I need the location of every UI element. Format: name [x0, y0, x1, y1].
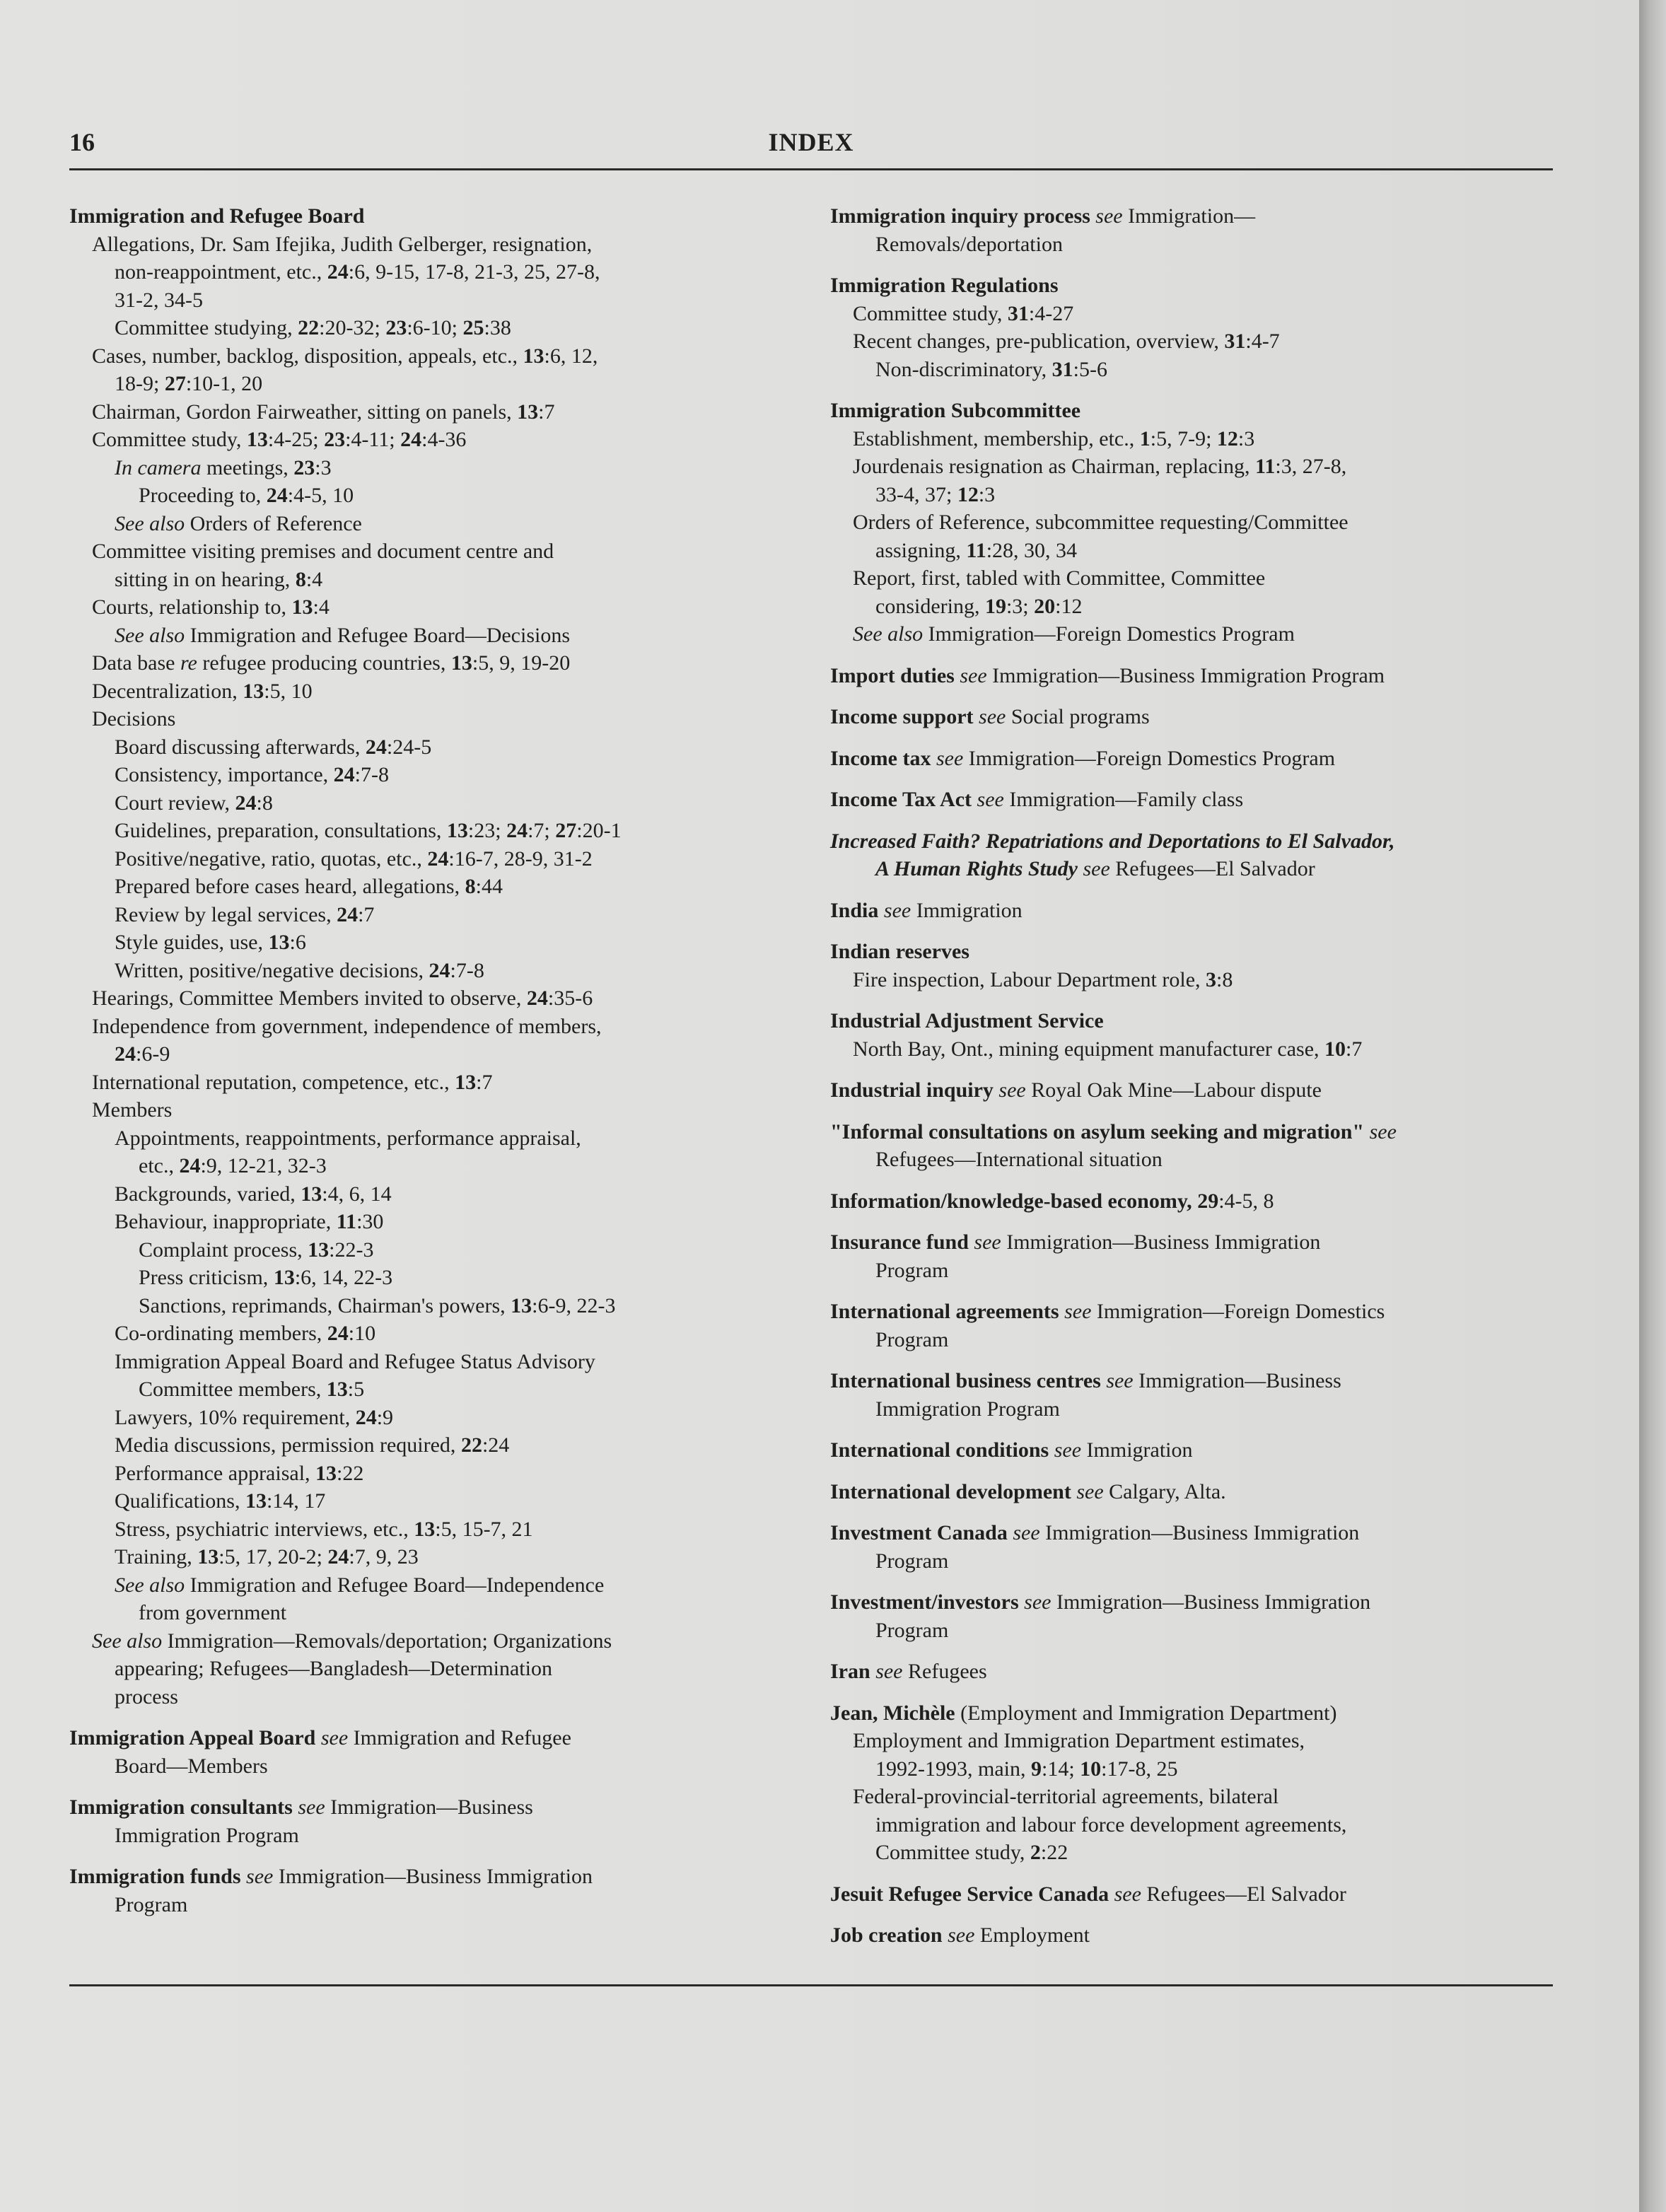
- index-subentry: non-reappointment, etc., 24:6, 9-15, 17-8, 21-3, 25, 27-8,: [115, 260, 600, 284]
- left-column: [69, 202, 776, 1919]
- index-subentry: Guidelines, preparation, consultations, 13:23; 24:7; 27:20-1: [115, 819, 622, 842]
- index-subentry: Behaviour, inappropriate, 11:30: [115, 1210, 384, 1233]
- index-subentry: Review by legal services, 24:7: [115, 902, 375, 926]
- index-heading-entry: Immigration inquiry process see Immigration—: [830, 204, 1256, 228]
- index-subentry: Stress, psychiatric interviews, etc., 13:5, 15-7, 21: [115, 1517, 533, 1541]
- page-header: [69, 127, 1553, 163]
- index-subentry: See also Immigration and Refugee Board—Decisions: [115, 623, 571, 647]
- index-subentry: Program: [875, 1258, 949, 1282]
- index-heading-entry: Investment/investors see Immigration—Business Immigration: [830, 1590, 1371, 1614]
- index-heading-entry: Investment Canada see Immigration—Business Immigration: [830, 1521, 1360, 1544]
- running-title: INDEX: [768, 128, 854, 156]
- index-subentry: Committee study, 31:4-27: [853, 301, 1074, 325]
- index-subentry: See also Immigration and Refugee Board—Independence: [115, 1573, 605, 1597]
- index-subentry: Co-ordinating members, 24:10: [115, 1322, 376, 1345]
- index-heading-entry: International conditions see Immigration: [830, 1438, 1193, 1462]
- index-heading-entry: Insurance fund see Immigration—Business Immigration: [830, 1230, 1321, 1254]
- index-subentry: International reputation, competence, etc., 13:7: [92, 1070, 493, 1094]
- index-subentry: Appointments, reappointments, performance appraisal,: [115, 1126, 581, 1150]
- index-heading-entry: Information/knowledge-based economy, 29:4-5, 8: [830, 1189, 1274, 1213]
- index-subentry: Written, positive/negative decisions, 24:7-8: [115, 958, 484, 982]
- index-heading-entry: "Informal consultations on asylum seeking and migration" see: [830, 1119, 1397, 1143]
- footer-rule: [69, 1984, 1553, 1986]
- index-subentry: assigning, 11:28, 30, 34: [875, 538, 1078, 562]
- index-heading-entry: Income Tax Act see Immigration—Family class: [830, 788, 1244, 811]
- index-subentry: Jourdenais resignation as Chairman, replacing, 11:3, 27-8,: [853, 455, 1347, 478]
- index-subentry: 18-9; 27:10-1, 20: [115, 372, 263, 395]
- index-subentry: Establishment, membership, etc., 1:5, 7-9; 12:3: [853, 426, 1255, 450]
- index-subentry: sitting in on hearing, 8:4: [115, 567, 323, 591]
- index-subentry: Positive/negative, ratio, quotas, etc., 24:16-7, 28-9, 31-2: [115, 846, 593, 871]
- index-heading-entry: Job creation see Employment: [830, 1923, 1090, 1947]
- index-subentry: Board discussing afterwards, 24:24-5: [115, 735, 432, 759]
- index-subentry: Immigration Program: [875, 1397, 1060, 1421]
- index-subentry: Complaint process, 13:22-3: [139, 1238, 374, 1262]
- index-subentry: Committee study, 13:4-25; 23:4-11; 24:4-36: [92, 428, 467, 451]
- header-rule: [69, 168, 1553, 170]
- index-subentry: Committee studying, 22:20-32; 23:6-10; 25:38: [115, 316, 511, 339]
- index-subentry: 31-2, 34-5: [115, 288, 203, 312]
- index-subentry: Program: [115, 1892, 188, 1916]
- index-subentry: Decisions: [92, 707, 176, 730]
- index-subentry: Committee study, 2:22: [875, 1841, 1068, 1864]
- index-subentry: Recent changes, pre-publication, overview, 31:4-7: [853, 330, 1280, 353]
- index-subentry: Proceeding to, 24:4-5, 10: [139, 484, 354, 507]
- index-subentry: Backgrounds, varied, 13:4, 6, 14: [115, 1182, 392, 1206]
- index-subentry: 24:6-9: [115, 1042, 170, 1066]
- index-subentry: Sanctions, reprimands, Chairman's powers, 13:6-9, 22-3: [139, 1293, 616, 1317]
- index-heading-entry: Industrial Adjustment Service: [830, 1009, 1104, 1032]
- index-heading-entry: Immigration Appeal Board see Immigration and Refugee: [69, 1726, 571, 1750]
- index-subentry: immigration and labour force development agreements,: [875, 1812, 1347, 1836]
- index-subentry: Decentralization, 13:5, 10: [92, 679, 313, 703]
- index-subentry: Immigration Program: [115, 1823, 299, 1847]
- index-subentry: Court review, 24:8: [115, 791, 273, 815]
- index-subentry: appearing; Refugees—Bangladesh—Determination: [115, 1657, 552, 1680]
- page-edge-shadow: [1639, 0, 1666, 2212]
- index-subentry: Allegations, Dr. Sam Ifejika, Judith Gelberger, resignation,: [92, 232, 593, 256]
- index-subentry: Performance appraisal, 13:22: [115, 1461, 364, 1485]
- index-subentry: Committee visiting premises and document centre and: [92, 540, 554, 563]
- index-subentry: Program: [875, 1327, 949, 1351]
- index-heading-entry: Import duties see Immigration—Business Immigration Program: [830, 663, 1385, 687]
- index-heading-entry: International agreements see Immigration—Foreign Domestics: [830, 1300, 1385, 1323]
- index-subentry: Members: [92, 1098, 173, 1122]
- right-column: [830, 202, 1553, 1950]
- index-heading-entry: Jean, Michèle (Employment and Immigration Department): [830, 1701, 1337, 1725]
- index-heading-entry: Iran see Refugees: [830, 1660, 987, 1683]
- index-subentry: Qualifications, 13:14, 17: [115, 1489, 326, 1513]
- index-subentry: Media discussions, permission required, 22:24: [115, 1433, 510, 1457]
- index-subentry: Fire inspection, Labour Department role, 3:8: [853, 967, 1233, 991]
- index-subentry: Removals/deportation: [875, 232, 1063, 256]
- index-heading-entry: Immigration and Refugee Board: [69, 204, 365, 228]
- index-heading-entry: International development see Calgary, Alta.: [830, 1479, 1226, 1503]
- index-heading-entry: Indian reserves: [830, 940, 969, 963]
- index-heading-entry: Income support see Social programs: [830, 705, 1150, 728]
- index-subentry: See also Orders of Reference: [115, 511, 362, 535]
- index-heading-entry: Industrial inquiry see Royal Oak Mine—Labour dispute: [830, 1078, 1322, 1102]
- index-heading-entry: Immigration consultants see Immigration—Business: [69, 1795, 533, 1819]
- index-subentry: In camera meetings, 23:3: [115, 455, 332, 479]
- index-subentry: A Human Rights Study see Refugees—El Salvador: [875, 857, 1315, 880]
- index-subentry: Employment and Immigration Department estimates,: [853, 1729, 1305, 1752]
- index-heading-entry: Immigration Subcommittee: [830, 399, 1081, 422]
- index-subentry: Cases, number, backlog, disposition, appeals, etc., 13:6, 12,: [92, 344, 598, 368]
- index-subentry: Lawyers, 10% requirement, 24:9: [115, 1405, 394, 1429]
- index-subentry: Press criticism, 13:6, 14, 22-3: [139, 1266, 393, 1289]
- index-subentry: Courts, relationship to, 13:4: [92, 595, 330, 619]
- index-subentry: considering, 19:3; 20:12: [875, 594, 1083, 618]
- index-subentry: from government: [139, 1601, 287, 1624]
- index-subentry: Board—Members: [115, 1754, 268, 1778]
- index-subentry: Non-discriminatory, 31:5-6: [875, 357, 1107, 381]
- index-heading-entry: Immigration Regulations: [830, 274, 1059, 297]
- index-subentry: See also Immigration—Foreign Domestics Program: [853, 622, 1295, 646]
- index-heading-entry: India see Immigration: [830, 898, 1023, 922]
- index-subentry: 33-4, 37; 12:3: [875, 482, 996, 506]
- index-subentry: Style guides, use, 13:6: [115, 931, 306, 954]
- index-subentry: Orders of Reference, subcommittee requesting/Committee: [853, 511, 1348, 534]
- index-subentry: Program: [875, 1618, 949, 1642]
- index-subentry: Data base re refugee producing countries, 13:5, 9, 19-20: [92, 651, 571, 675]
- index-heading-entry: Jesuit Refugee Service Canada see Refugees—El Salvador: [830, 1882, 1346, 1906]
- page-number: 16: [69, 128, 95, 156]
- index-subentry: See also Immigration—Removals/deportation; Organizations: [92, 1629, 612, 1653]
- index-subentry: etc., 24:9, 12-21, 32-3: [139, 1154, 327, 1177]
- index-subentry: Consistency, importance, 24:7-8: [115, 763, 389, 786]
- index-subentry: Prepared before cases heard, allegations, 8:44: [115, 875, 503, 898]
- index-subentry: Hearings, Committee Members invited to observe, 24:35-6: [92, 986, 593, 1010]
- index-subentry: Program: [875, 1549, 949, 1573]
- index-subentry: Committee members, 13:5: [139, 1378, 365, 1401]
- index-subentry: 1992-1993, main, 9:14; 10:17-8, 25: [875, 1757, 1178, 1781]
- index-heading-entry: Increased Faith? Repatriations and Deportations to El Salvador,: [830, 829, 1395, 853]
- index-subentry: Report, first, tabled with Committee, Committee: [853, 566, 1266, 590]
- index-heading-entry: Income tax see Immigration—Foreign Domestics Program: [830, 746, 1336, 770]
- index-subentry: Federal-provincial-territorial agreements, bilateral: [853, 1785, 1279, 1808]
- index-subentry: North Bay, Ont., mining equipment manufacturer case, 10:7: [853, 1037, 1363, 1061]
- index-subentry: Training, 13:5, 17, 20-2; 24:7, 9, 23: [115, 1545, 419, 1568]
- index-heading-entry: Immigration funds see Immigration—Business Immigration: [69, 1865, 593, 1888]
- index-subentry: Immigration Appeal Board and Refugee Status Advisory: [115, 1349, 595, 1373]
- index-subentry: process: [115, 1684, 178, 1709]
- index-subentry: Chairman, Gordon Fairweather, sitting on panels, 13:7: [92, 400, 555, 424]
- index-subentry: Refugees—International situation: [875, 1148, 1163, 1171]
- index-heading-entry: International business centres see Immigration—Business: [830, 1369, 1341, 1392]
- index-subentry: Independence from government, independence of members,: [92, 1014, 602, 1038]
